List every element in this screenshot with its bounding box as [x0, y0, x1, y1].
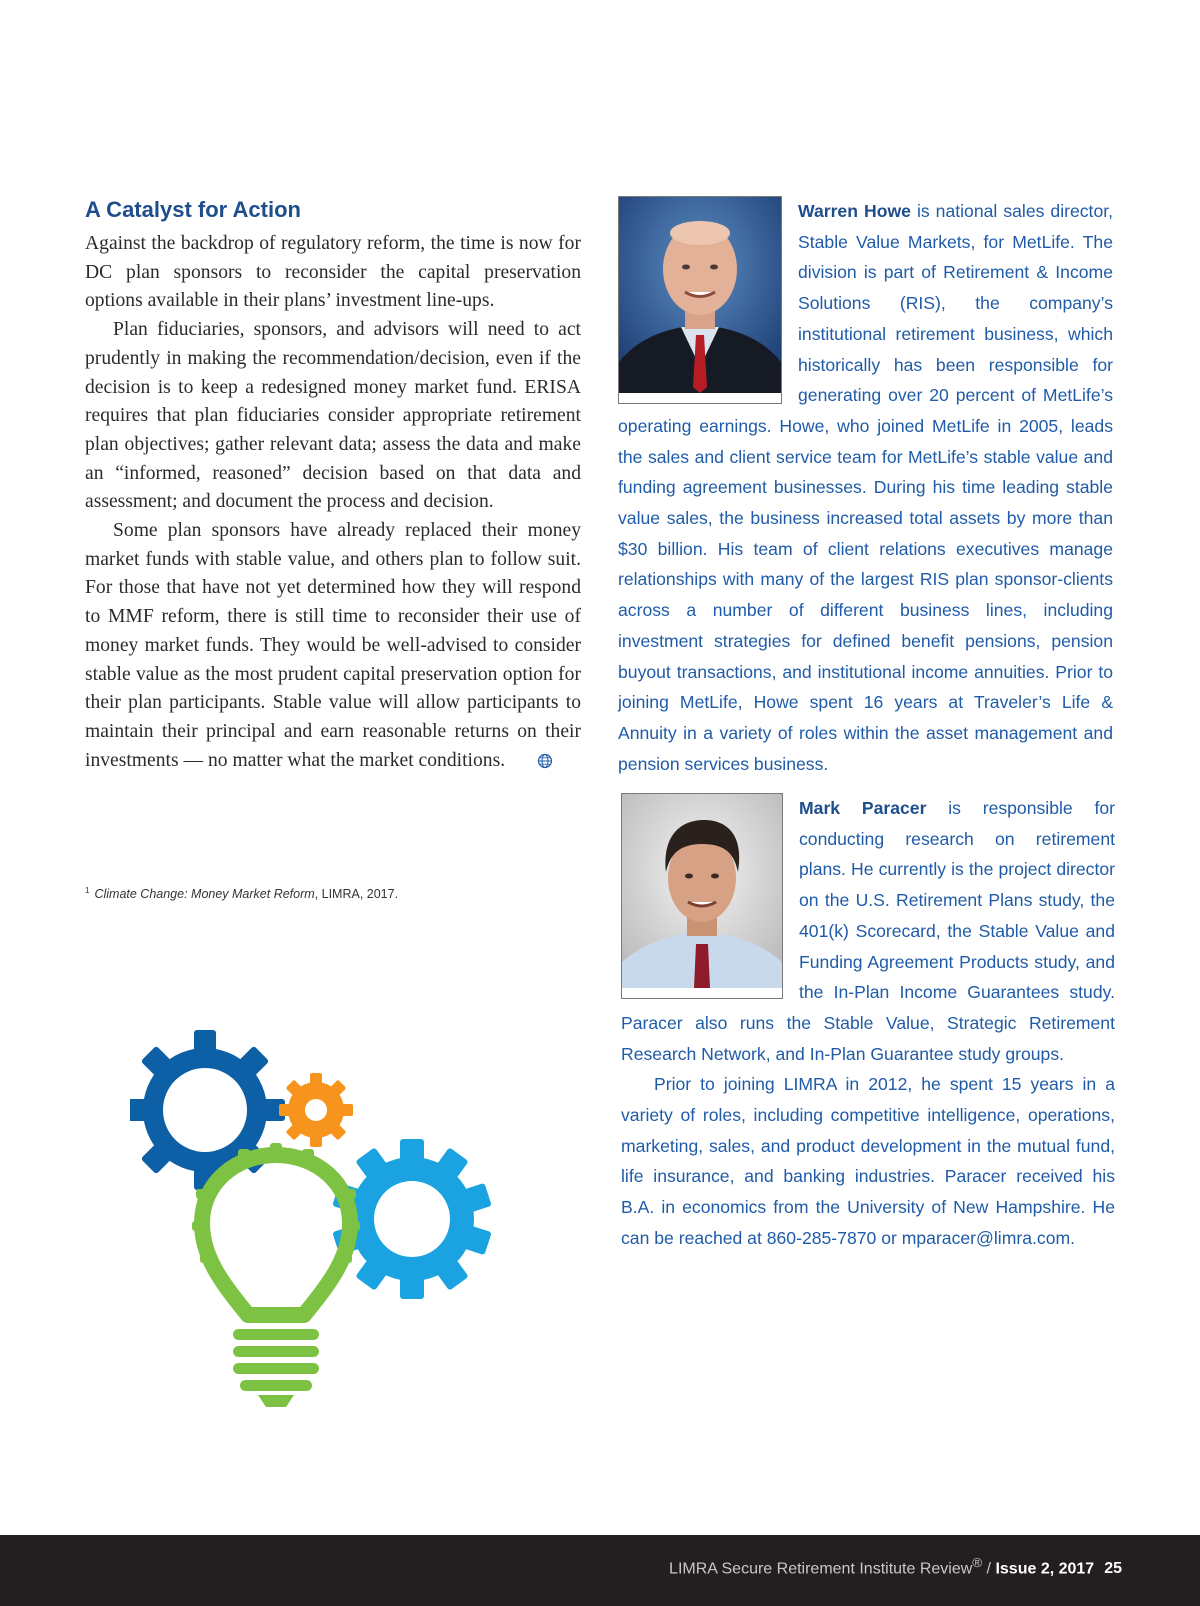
article-paragraph-text: Some plan sponsors have already replaced their money market funds with stable value, and others plan to follow suit. For those that have not yet determined how they will respond to MMF reform, there is still time to reconsider their use of money market funds. They would be well-advised to consider stable value as the most prudent capital preservation option for their plan participants. Stable value will allow participants to maintain their principal and earn reasonable returns on their investments — no matter what the market conditions.: [85, 520, 581, 771]
section-heading: A Catalyst for Action: [85, 197, 301, 222]
footer-text: [669, 1555, 1122, 1578]
article-paragraph-last: [85, 517, 581, 778]
dark-blue-gear-icon: [130, 1030, 285, 1190]
footnote-title: Climate Change: Money Market Reform: [94, 887, 315, 902]
issue-label: Issue 2, 2017: [995, 1560, 1095, 1578]
author-bio-howe: [618, 196, 1113, 779]
registered-mark: ®: [972, 1555, 983, 1570]
gears-lightbulb-icon: [130, 1025, 510, 1425]
footnote-source: , LIMRA, 2017.: [314, 887, 399, 902]
bio-name-howe: Warren Howe: [798, 201, 911, 221]
lightbulb-icon: [202, 1155, 350, 1315]
globe-icon: [509, 750, 553, 779]
page-number: 25: [1104, 1560, 1122, 1578]
bio-text-howe: is national sales director, Stable Value Markets, for MetLife. The division is part of Retirement & Income Solutions (RIS), the company’s institutional retirement business, which historically has been responsible for generating over 20 percent of MetLife’s operating earnings. Howe, who joined MetLife in 2005, leads the sales and client service team for MetLife’s stable value and funding agreement businesses. During his time leading stable value sales, the business increased total assets by more than $30 billion. His team of client relations executives manage relationships with many of the largest RIS plan sponsor-clients across a number of different business lines, including investment strategies for defined benefit pensions, pension buyout transactions, and institutional income annuities. Prior to joining MetLife, Howe spent 16 years at Traveler’s Life & Annuity in a variety of roles within the asset management and pension services business.: [618, 201, 1114, 774]
bio-text-paracer: is responsible for conducting research on retirement plans. He currently is the project director on the U.S. Retirement Plans study, the 401(k) Scorecard, the Stable Value and Funding Agreement Products study, and the In-Plan Income Guarantees study. Paracer also runs the Stable Value, Strategic Retirement Research Network, and In-Plan Guarantee study groups.: [621, 798, 1116, 1064]
portrait-howe: [618, 196, 782, 404]
footer-bar: [0, 1535, 1200, 1606]
article-paragraph: Plan fiduciaries, sponsors, and advisors will need to act prudently in making the recommendation/decision, even if the decision is to keep a redesigned money market fund. ERISA requires that plan fiduciaries consider appropriate retirement plan objectives; gather relevant data; assess the data and make an “informed, reasoned” decision based on that data and assessment; and document the process and decision.: [85, 319, 581, 513]
footer-separator: /: [982, 1560, 996, 1578]
author-bio-paracer: [621, 793, 1115, 1254]
orange-gear-icon: [279, 1073, 353, 1147]
footnote: [85, 886, 581, 901]
portrait-paracer: [621, 793, 783, 999]
article-paragraph: Against the backdrop of regulatory reform, the time is now for DC plan sponsors to reconsider the capital preservation options available in their plans’ investment line-ups.: [85, 233, 581, 312]
footnote-number: 1: [85, 886, 90, 895]
article-column: [85, 196, 581, 778]
publication-name: LIMRA Secure Retirement Institute Review: [669, 1560, 973, 1578]
bio-name-paracer: Mark Paracer: [799, 798, 927, 818]
bio-text-paracer-2: Prior to joining LIMRA in 2012, he spent 15 years in a variety of roles, including competitive intelligence, operations, marketing, sales, and product development in the mutual fund, life insurance, and banking industries. Paracer received his B.A. in economics from the University of New Hampshire. He can be reached at 860-285-7870 or mparacer@limra.com.: [621, 1074, 1115, 1248]
